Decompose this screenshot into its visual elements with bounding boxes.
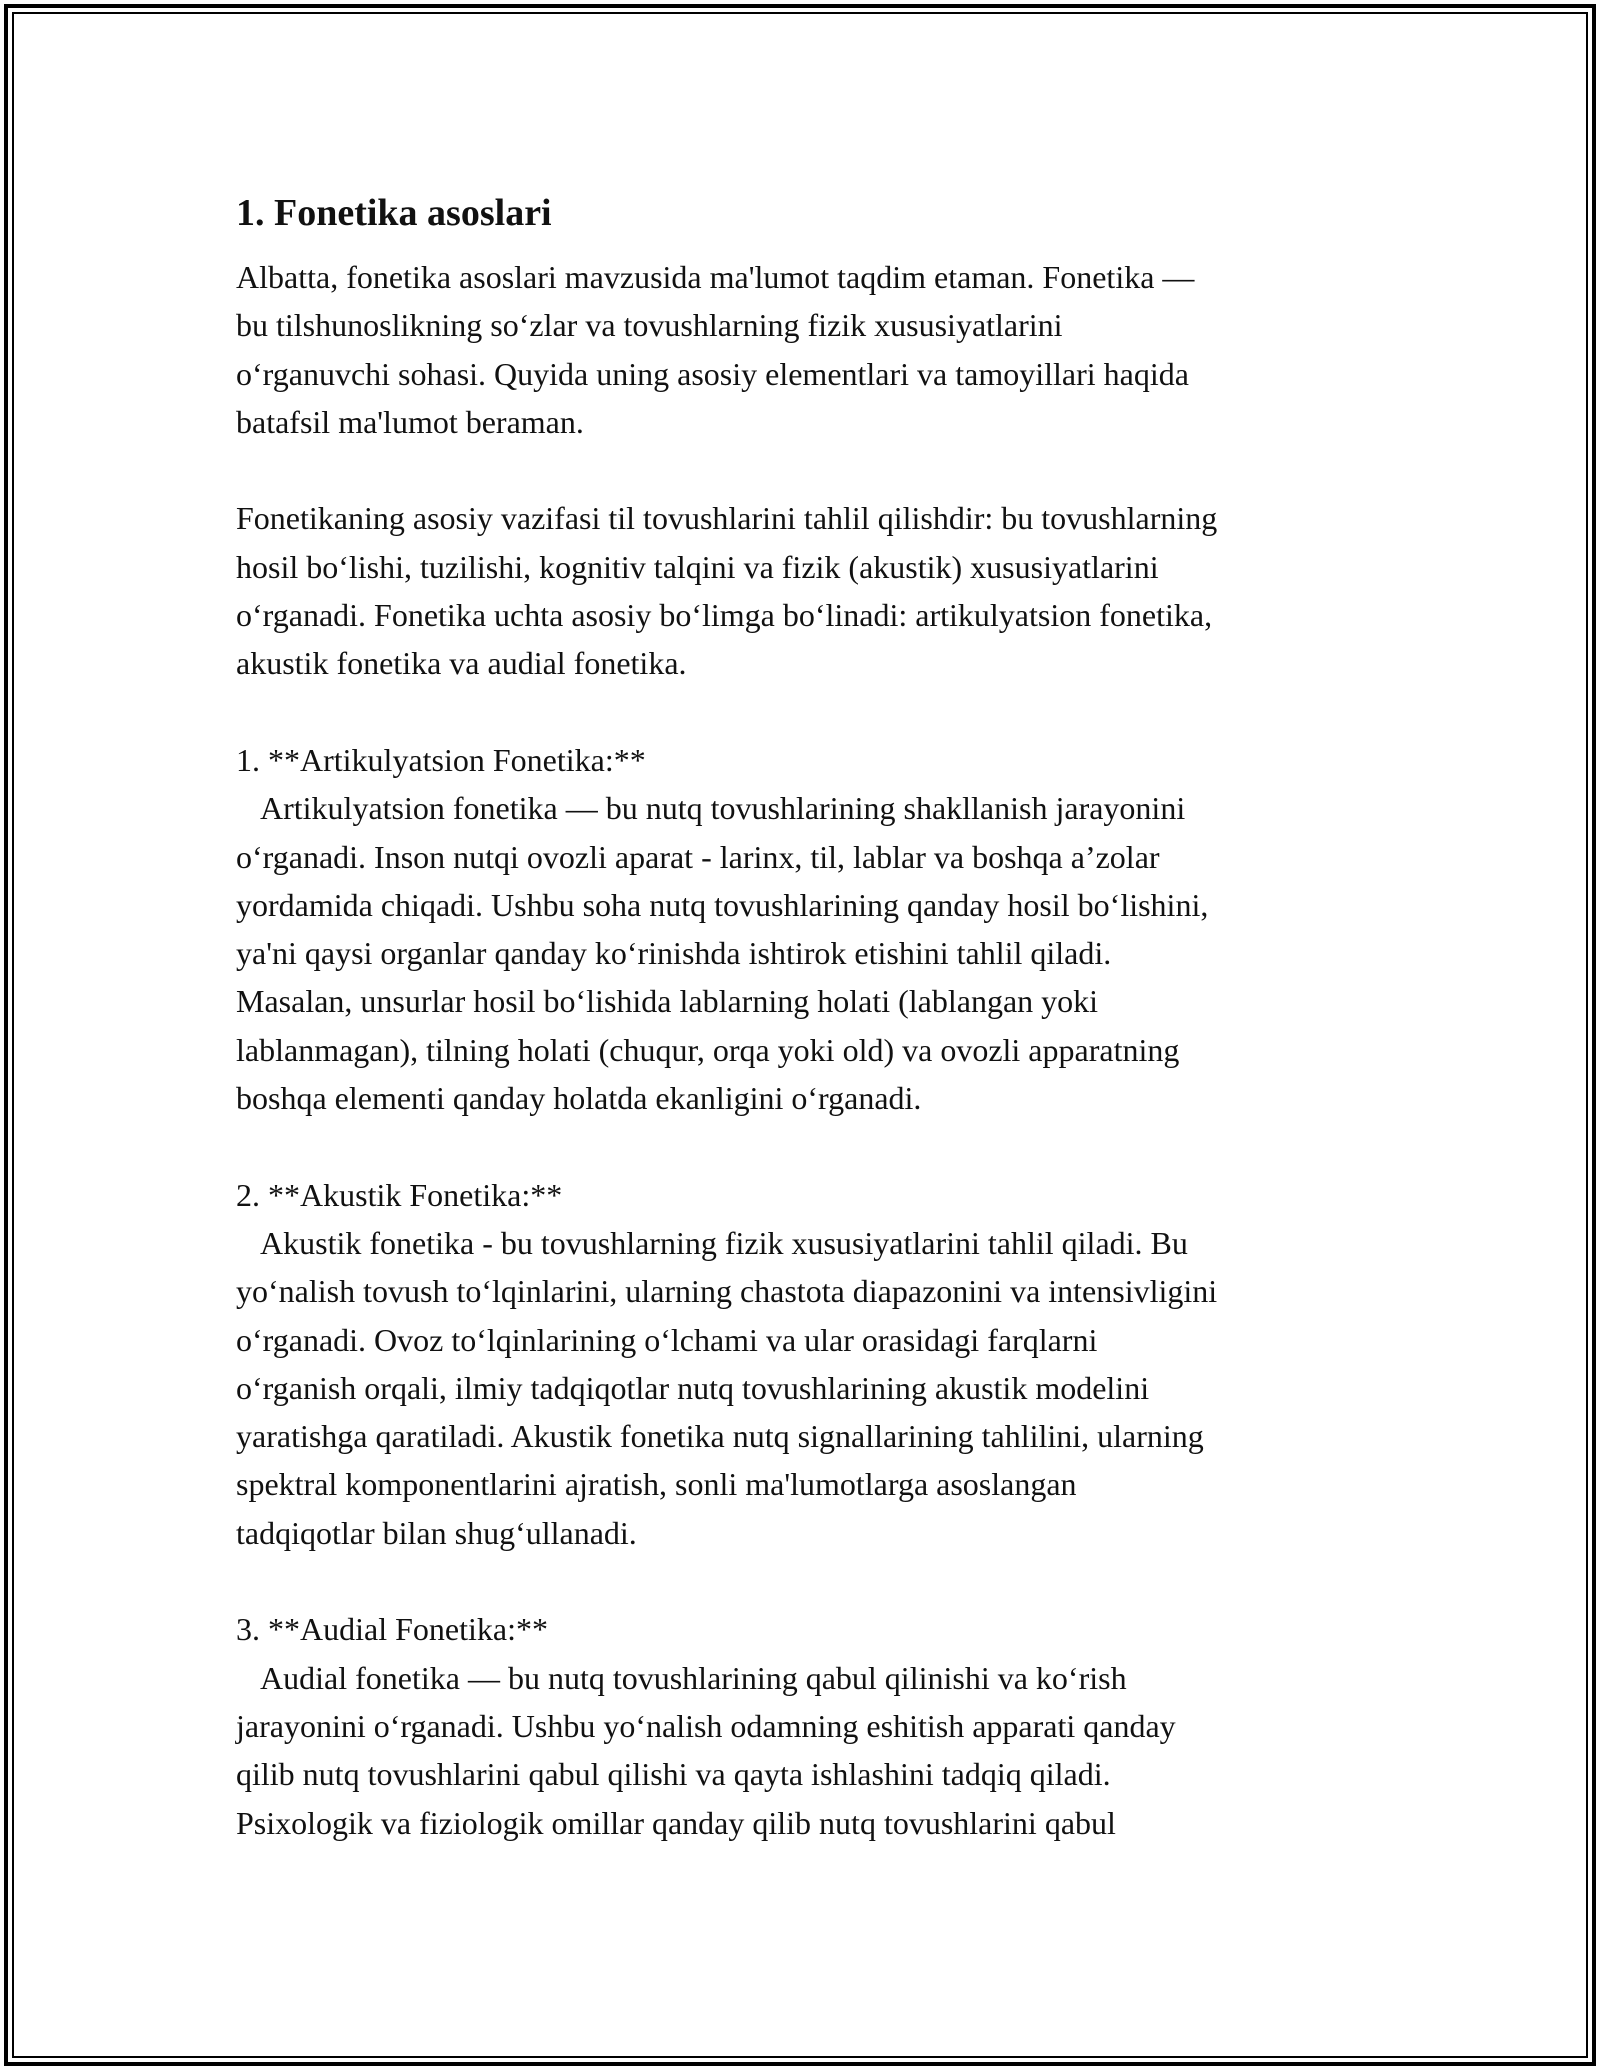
paragraph-gap xyxy=(236,1122,1376,1170)
document-heading: 1. Fonetika asoslari xyxy=(236,192,552,234)
paragraph-gap xyxy=(236,446,1376,494)
section-title: 3. **Audial Fonetika:** xyxy=(236,1611,548,1648)
section-acoustic xyxy=(236,1171,1376,1557)
section-articulatory xyxy=(236,736,1376,1122)
paragraph-gap xyxy=(236,1557,1376,1605)
section-body: Artikulyatsion fonetika — bu nutq tovushlarining shakllanish jarayonini o‘rganadi. Inson nutqi ovozli aparat - larinx, til, lablar va boshqa a’zolar yordamida chiqadi. Ushbu soha nutq tovushlarining qanday hosil bo‘lishini, ya'ni qaysi organlar qanday ko‘rinishda ishtirok etishini tahlil qiladi. Masalan, unsurlar hosil bo‘lishida lablarning holati (lablangan yoki lablanmagan), tilning holati (chuqur, orqa yoki old) va ovozli apparatning boshqa elementi qanday holatda ekanligini o‘rganadi. xyxy=(236,790,1209,1117)
section-title: 1. **Artikulyatsion Fonetika:** xyxy=(236,741,646,778)
intro-paragraph: Albatta, fonetika asoslari mavzusida ma'lumot taqdim etaman. Fonetika — bu tilshunoslikning so‘zlar va tovushlarning fizik xususiyatlarini o‘rganuvchi sohasi. Quyida uning asosiy elementlari va tamoyillari haqida batafsil ma'lumot beraman. xyxy=(236,259,1195,440)
document-body xyxy=(236,185,1376,1847)
section-body: Audial fonetika — bu nutq tovushlarining qabul qilinishi va ko‘rish jarayonini o‘rganadi. Ushbu yo‘nalish odamning eshitish apparati qanday qilib nutq tovushlarini qabul qilishi va qayta ishlashini tadqiq qiladi. Psixologik va fiziologik omillar qanday qilib nutq tovushlarini qabul xyxy=(236,1659,1176,1841)
overview-paragraph: Fonetikaning asosiy vazifasi til tovushlarini tahlil qilishdir: bu tovushlarning hosil bo‘lishi, tuzilishi, kognitiv talqini va fizik (akustik) xususiyatlarini o‘rganadi. Fonetika uchta asosiy bo‘limga bo‘linadi: artikulyatsion fonetika, akustik fonetika va audial fonetika. xyxy=(236,500,1218,682)
section-title: 2. **Akustik Fonetika:** xyxy=(236,1176,563,1213)
section-body: Akustik fonetika - bu tovushlarning fizik xususiyatlarini tahlil qiladi. Bu yo‘nalish tovush to‘lqinlarini, ularning chastota diapazonini va intensivligini o‘rganadi. Ovoz to‘lqinlarining o‘lchami va ular orasidagi farqlarni o‘rganish orqali, ilmiy tadqiqotlar nutq tovushlarining akustik modelini yaratishga qaratiladi. Akustik fonetika nutq signallarining tahlilini, ularning spektral komponentlarini ajratish, sonli ma'lumotlarga asoslangan tadqiqotlar bilan shug‘ullanadi. xyxy=(236,1224,1218,1551)
paragraph-gap xyxy=(236,688,1376,736)
section-auditory xyxy=(236,1605,1376,1846)
